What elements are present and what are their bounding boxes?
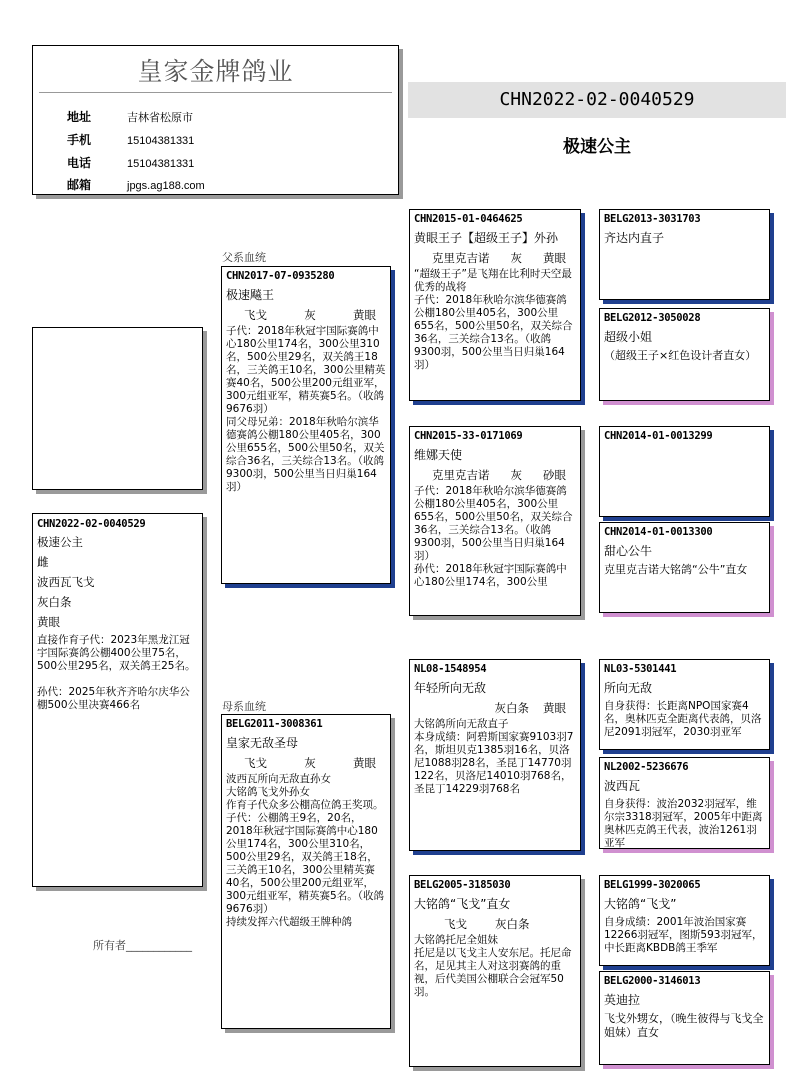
email-label: 邮箱 <box>67 178 92 192</box>
dam-sire-ring: NL08-1548954 <box>414 663 487 675</box>
dam-eye: 黄眼 <box>353 756 376 770</box>
bird-name-heading: 极速公主 <box>563 137 631 157</box>
ggp-sdd-card <box>599 522 770 613</box>
dam-traits <box>226 755 386 771</box>
subject-card <box>32 513 203 887</box>
sire-dam-notes: 子代：2018年秋哈尔滨华德赛鸽公棚180公里405名，300公里655名，500公里50名，双关综合36名，三关综合13名。（收鸽9300羽，500公里当日归巢164羽） 孙代：2018年秋冠宇国际赛鸽中心180公里174名，300公里 <box>414 485 573 588</box>
pigeon-photo <box>32 327 203 490</box>
subject-name: 极速公主 <box>37 535 83 549</box>
dam-sire-traits <box>414 700 576 716</box>
sire-eye: 黄眼 <box>353 308 376 322</box>
ggp-dss-ring: NL03-5301441 <box>604 663 677 675</box>
ggp-dsd-name: 波西瓦 <box>604 779 641 793</box>
mobile-label: 手机 <box>67 133 92 147</box>
sire-sire-name: 黄眼王子【超级王子】外孙 <box>414 231 559 245</box>
dam-sire-color: 灰白条 <box>494 701 529 715</box>
sire-sire-card <box>409 209 581 401</box>
ggp-ddd-card <box>599 971 770 1065</box>
ring-number-banner <box>408 82 786 118</box>
dam-ring: BELG2011-3008361 <box>226 718 323 730</box>
sire-name: 极速飚王 <box>226 288 275 302</box>
dam-notes: 波西瓦所向无敌直孙女 大铭鸽飞戈外孙女 作育子代众多公棚高位鸽王奖项。 子代：公棚鸽王9名，20名，2018年秋冠宇国际赛鸽中心180公里174名，300公里310名，500公里29名，双关鸽王18名，三关鸽王10名，300公里精英赛40名，500公里200元组亚军，300元组亚军，精英赛5名。（收鸽9676羽） 持续发挥六代超级王牌种鸽 <box>226 773 384 928</box>
mobile-value: 15104381331 <box>127 135 195 147</box>
dam-dam-notes: 大铭鸽托尼全姐妹 托尼是以飞戈主人安东尼。托尼命名，足见其主人对这羽赛鸽的重视，后代美国公棚联合会冠军50羽。 <box>414 934 572 998</box>
email-row <box>67 176 205 193</box>
ggp-dss-name: 所向无敌 <box>604 681 653 695</box>
dam-sire-card <box>409 659 581 851</box>
address-label: 地址 <box>67 110 92 124</box>
subject-ring: CHN2022-02-0040529 <box>37 518 146 530</box>
sire-notes: 子代：2018年秋冠宇国际赛鸽中心180公里174名，300公里310名，500公里29名，双关鸽王18名，三关鸽王10名，300公里精英赛40名，500公里200元组亚军，300元组亚军，精英赛5名。（收鸽9676羽） 同父母兄弟：2018年秋哈尔滨华德赛鸽公棚180公里405名，300公里655名，500公里50名，双关综合36名，三关综合13名。（收鸽9300羽，500公里当日归巢164羽） <box>226 325 386 493</box>
sire-sire-eye: 黄眼 <box>543 251 566 265</box>
ggp-dss-notes: 自身获得：长距离NPO国家赛4名，奥林匹克全距离代表鸽，贝洛尼2091羽冠军，2030羽亚军 <box>604 700 762 738</box>
ggp-dds-ring: BELG1999-3020065 <box>604 879 701 891</box>
dam-dam-ring: BELG2005-3185030 <box>414 879 511 891</box>
phone-label: 电话 <box>67 156 92 170</box>
sire-sire-color: 灰 <box>510 251 522 265</box>
dam-dam-strain: 飞戈 <box>444 917 467 931</box>
dam-dam-traits <box>414 916 576 932</box>
sire-dam-ring: CHN2015-33-0171069 <box>414 430 523 442</box>
dam-line-label: 母系血统 <box>222 700 266 713</box>
ggp-dsd-ring: NL2002-5236676 <box>604 761 689 773</box>
ggp-sss-ring: BELG2013-3031703 <box>604 213 701 225</box>
ggp-dds-name: 大铭鸽“飞戈” <box>604 897 677 911</box>
sire-ring: CHN2017-07-0935280 <box>226 270 335 282</box>
ggp-ssd-notes: （超级王子×红色设计者直女） <box>604 349 757 362</box>
dam-sire-notes: 大铭鸽所向无敌直子 本身成绩：阿碧斯国家赛9103羽7名，斯坦贝克1385羽16名，贝洛尼1088羽28名，圣昆丁14770羽122名，贝洛尼14010羽768名，圣昆丁14229羽768名 <box>414 718 574 795</box>
phone-row <box>67 154 194 171</box>
dam-card <box>221 714 391 1029</box>
subject-strain: 波西瓦飞戈 <box>37 575 95 589</box>
phone-value: 15104381331 <box>127 158 195 170</box>
ggp-ddd-name: 英迪拉 <box>604 993 641 1007</box>
ggp-ddd-notes: 飞戈外甥女，（晚生彼得与飞戈全姐妹）直女 <box>604 1012 764 1039</box>
mobile-row <box>67 131 194 148</box>
subject-color: 灰白条 <box>37 595 72 609</box>
ggp-dsd-notes: 自身获得：波治2032羽冠军，维尔宗3318羽冠军，2005年中距离奥林匹克鸽王代表，波治1261羽亚军 <box>604 798 763 849</box>
ggp-sds-ring: CHN2014-01-0013299 <box>604 430 713 442</box>
ggp-sdd-name: 甜心公牛 <box>604 544 653 558</box>
ggp-sds-card <box>599 426 770 517</box>
sire-sire-traits <box>414 250 576 266</box>
ggp-dds-card <box>599 875 770 966</box>
dam-dam-color: 灰白条 <box>495 917 530 931</box>
sire-card <box>221 266 391 584</box>
dam-dam-name: 大铭鸽“飞戈”直女 <box>414 897 511 911</box>
dam-sire-eye: 黄眼 <box>543 701 566 715</box>
ggp-sss-name: 齐达内直子 <box>604 231 665 245</box>
ggp-sss-card <box>599 209 770 300</box>
sire-sire-ring: CHN2015-01-0464625 <box>414 213 523 225</box>
ggp-dss-card <box>599 659 770 750</box>
header-divider <box>39 92 392 93</box>
ggp-ssd-card <box>599 308 770 401</box>
sire-dam-strain: 克里克吉诺 <box>432 468 490 482</box>
ggp-sdd-notes: 克里克吉诺大铭鸽“公牛”直女 <box>604 563 748 576</box>
dam-color: 灰 <box>304 756 316 770</box>
sire-color: 灰 <box>304 308 316 322</box>
sire-traits <box>226 307 386 323</box>
sire-dam-card <box>409 426 581 616</box>
ggp-ddd-ring: BELG2000-3146013 <box>604 975 701 987</box>
subject-sex: 雌 <box>37 555 49 569</box>
sire-dam-color: 灰 <box>510 468 522 482</box>
ggp-ssd-ring: BELG2012-3050028 <box>604 312 701 324</box>
dam-sire-name: 年轻所向无敌 <box>414 681 487 695</box>
address-value: 吉林省松原市 <box>127 112 193 124</box>
sire-line-label: 父系血统 <box>222 251 266 264</box>
sire-dam-name: 维娜天使 <box>414 448 463 462</box>
subject-notes: 直接作育子代：2023年黑龙江冠宇国际赛鸽公棚400公里75名，500公里295名，双关鸽王25名。 孙代：2025年秋齐齐哈尔庆华公棚500公里决赛466名 <box>37 634 196 711</box>
ggp-sdd-ring: CHN2014-01-0013300 <box>604 526 713 538</box>
sire-sire-strain: 克里克吉诺 <box>432 251 490 265</box>
sire-dam-traits <box>414 467 576 483</box>
owner-label: 所有者____________ <box>93 939 192 952</box>
ggp-dsd-card <box>599 757 770 849</box>
subject-eye: 黄眼 <box>37 615 60 629</box>
sire-strain: 飞戈 <box>244 308 267 322</box>
sire-dam-eye: 砂眼 <box>543 468 566 482</box>
email-value: jpgs.ag188.com <box>127 180 205 192</box>
breeder-title: 皇家金牌鸽业 <box>137 57 294 86</box>
breeder-header <box>32 45 399 195</box>
ggp-ssd-name: 超级小姐 <box>604 330 653 344</box>
ggp-dds-notes: 自身成绩：2001年波治国家赛12266羽冠军，图斯593羽冠军，中长距离KBDB鸽王季军 <box>604 916 763 954</box>
address-row <box>67 108 193 125</box>
dam-strain: 飞戈 <box>244 756 267 770</box>
dam-dam-card <box>409 875 581 1067</box>
sire-sire-notes: “超级王子”是飞翔在比利时天空最优秀的战将 子代：2018年秋哈尔滨华德赛鸽公棚180公里405名，300公里655名，500公里50名，双关综合36名，三关综合13名。（收鸽9300羽，500公里当日归巢164羽） <box>414 268 573 371</box>
banner-ring-number: CHN2022-02-0040529 <box>499 89 695 110</box>
dam-name: 皇家无敌圣母 <box>226 736 299 750</box>
